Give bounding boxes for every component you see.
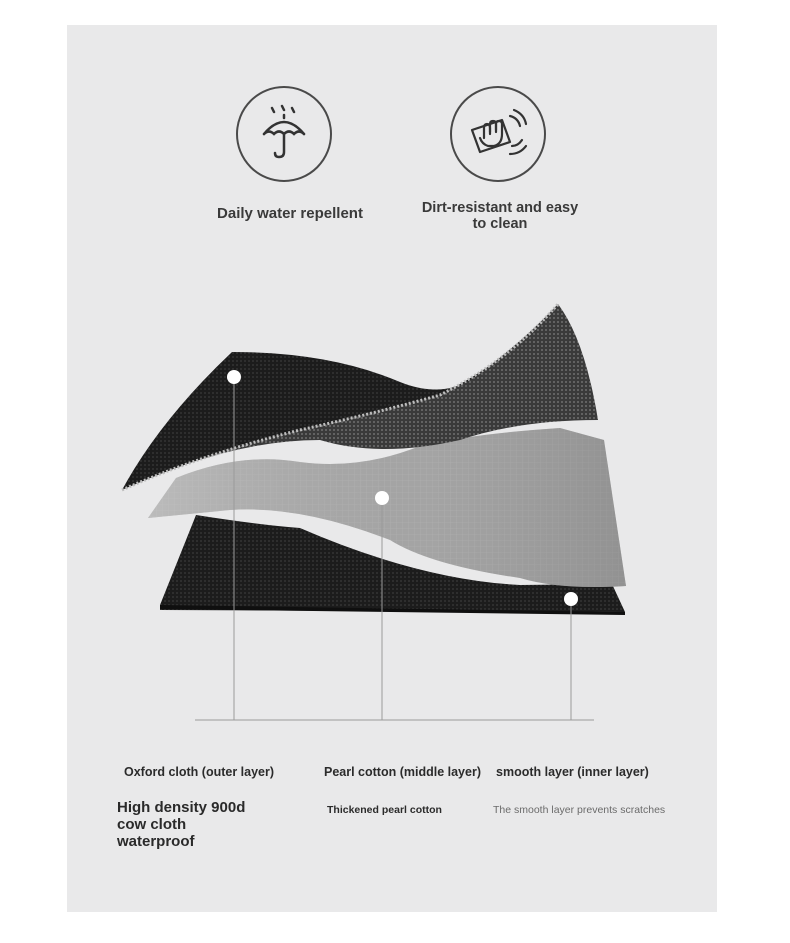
outer-desc-line2: cow cloth [117, 816, 187, 833]
outer-desc-line1: High density 900d [117, 799, 246, 816]
outer-layer-marker [227, 370, 241, 384]
inner-layer-marker [564, 592, 578, 606]
outer-layer-description [117, 799, 245, 850]
outer-layer-label: Oxford cloth (outer layer) [124, 765, 275, 779]
feature-label-line1: Dirt-resistant and easy [421, 200, 579, 216]
inner-layer-description: The smooth layer prevents scratches [493, 804, 666, 816]
middle-layer-description: Thickened pearl cotton [327, 804, 442, 816]
middle-layer-label: Pearl cotton (middle layer) [324, 765, 481, 779]
middle-layer-marker [375, 491, 389, 505]
inner-layer-label: smooth layer (inner layer) [496, 765, 649, 779]
feature-label-line2: to clean [472, 216, 528, 232]
outer-desc-line3: waterproof [117, 833, 195, 850]
feature-label: Daily water repellent [217, 205, 363, 222]
